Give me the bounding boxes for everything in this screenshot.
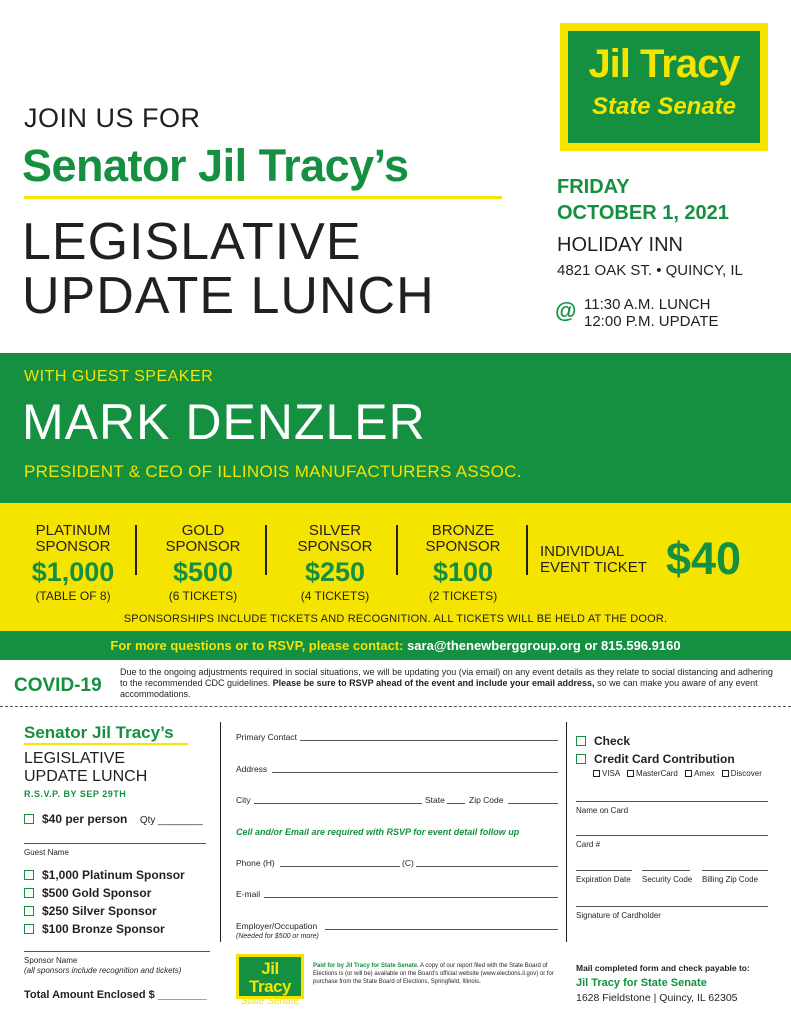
- per-person-option[interactable]: [24, 810, 203, 828]
- expiration-label: Expiration Date: [576, 875, 631, 884]
- employer-line[interactable]: [325, 929, 558, 930]
- rsvp-bar: [0, 631, 791, 660]
- tier-price: $250: [304, 557, 366, 587]
- tier-price: $100: [432, 557, 494, 587]
- event-title: [22, 215, 435, 323]
- covid-text-b: Please be sure to RSVP ahead of the event and include your email address,: [272, 678, 595, 688]
- title-divider: [24, 196, 502, 199]
- contact-required-note: Cell and/or Email are required with RSVP for event detail follow up: [236, 827, 520, 837]
- paid-for-disclaimer: [313, 962, 558, 986]
- sponsor-option-gold[interactable]: [24, 884, 151, 902]
- option-label: $500 Gold Sponsor: [42, 886, 152, 900]
- footer-logo-name: Jil Tracy: [249, 959, 291, 996]
- paid-for-label: Paid for by Jil Tracy for State Senate.: [313, 963, 419, 969]
- guest-speaker-label: WITH GUEST SPEAKER: [24, 368, 214, 385]
- guest-name-label: Guest Name: [24, 848, 69, 857]
- option-label: $250 Silver Sponsor: [42, 904, 157, 918]
- form-divider: [24, 743, 188, 745]
- sponsor-name-line[interactable]: [24, 951, 210, 952]
- checkbox[interactable]: [576, 754, 586, 764]
- disclaimer-text: A copy of our report filed with the State Board of Elections is (or will be) available on the Board’s official website (www.elections.il.gov) or for purchase from the State Board of Elections, Springfield, Illinois.: [313, 963, 554, 985]
- check-label: Check: [594, 734, 631, 748]
- event-title-line2: UPDATE LUNCH: [22, 267, 435, 325]
- checkbox[interactable]: [24, 906, 34, 916]
- join-us-heading: JOIN US FOR: [24, 103, 201, 133]
- cut-line: [0, 706, 791, 707]
- security-code-line[interactable]: [642, 870, 690, 871]
- checkbox-discover[interactable]: [722, 770, 729, 777]
- email-label: E-mail: [236, 889, 261, 899]
- form-event-line2: UPDATE LUNCH: [24, 768, 148, 785]
- per-person-label: $40 per person: [42, 812, 128, 826]
- at-symbol: @: [555, 298, 577, 323]
- phone-home-label: Phone (H): [236, 858, 275, 868]
- expiration-line[interactable]: [576, 870, 632, 871]
- tier-note: (4 TICKETS): [300, 589, 370, 603]
- individual-line1: INDIVIDUAL: [540, 543, 625, 560]
- checkbox[interactable]: [576, 736, 586, 746]
- tier-name: BRONZE: [431, 522, 495, 539]
- credit-label: Credit Card Contribution: [594, 752, 735, 766]
- tier-name: SPONSOR: [165, 538, 241, 555]
- address-line[interactable]: [272, 772, 558, 773]
- venue-name: HOLIDAY INN: [557, 234, 683, 256]
- tier-bronze: [398, 523, 528, 603]
- tier-name: SPONSOR: [35, 538, 111, 555]
- signature-line[interactable]: [576, 906, 768, 907]
- rsvp-contact[interactable]: sara@thenewberggroup.org or 815.596.9160: [407, 638, 681, 653]
- form-event-title: [24, 750, 147, 786]
- footer-logo: [236, 954, 304, 1007]
- individual-line2: EVENT TICKET: [540, 559, 647, 576]
- total-amount[interactable]: Total Amount Enclosed $ ________: [24, 989, 207, 1001]
- tier-note: (2 TICKETS): [428, 589, 498, 603]
- tier-divider: [526, 525, 528, 575]
- individual-ticket-label: [540, 544, 647, 576]
- zip-line[interactable]: [508, 803, 558, 804]
- billing-zip-line[interactable]: [702, 870, 768, 871]
- logo-sub: State Senate: [591, 93, 737, 120]
- option-label: $100 Bronze Sponsor: [42, 922, 165, 936]
- senator-heading: Senator Jil Tracy’s: [22, 140, 409, 191]
- signature-label: Signature of Cardholder: [576, 911, 661, 920]
- address-label: Address: [236, 764, 268, 774]
- mail-instructions: Mail completed form and check payable to:: [576, 963, 750, 973]
- sponsor-option-platinum[interactable]: [24, 866, 185, 884]
- checkbox[interactable]: [24, 888, 34, 898]
- qty-field[interactable]: Qty ________: [139, 815, 203, 826]
- sponsor-note: (all sponsors include recognition and tickets): [24, 966, 182, 975]
- sponsor-name-label: Sponsor Name: [24, 956, 78, 965]
- card-type-label: MasterCard: [636, 769, 678, 778]
- credit-card-option[interactable]: [576, 752, 735, 766]
- covid-notice: [120, 667, 780, 700]
- lunch-time: 11:30 A.M. LUNCH: [584, 296, 711, 313]
- email-line[interactable]: [264, 897, 558, 898]
- employer-label: Employer/Occupation: [236, 921, 318, 931]
- tier-price: $1,000: [31, 557, 115, 587]
- tier-name: SPONSOR: [297, 538, 373, 555]
- checkbox-amex[interactable]: [685, 770, 692, 777]
- check-option[interactable]: [576, 734, 630, 748]
- event-date: [557, 174, 729, 226]
- speaker-name: MARK DENZLER: [22, 394, 426, 450]
- payee-address: 1628 Fieldstone | Quincy, IL 62305: [576, 992, 738, 1004]
- tier-platinum: [8, 523, 138, 603]
- primary-contact-field[interactable]: [236, 732, 297, 742]
- employer-note: (Needed for $500 or more): [236, 933, 319, 940]
- payee-name: Jil Tracy for State Senate: [576, 977, 707, 989]
- event-day: FRIDAY: [557, 176, 630, 198]
- covid-text-c: so we can make you aware of any event accommodations.: [120, 678, 758, 699]
- checkbox[interactable]: [24, 924, 34, 934]
- individual-price: $40: [666, 533, 742, 584]
- checkbox[interactable]: [24, 870, 34, 880]
- security-code-label: Security Code: [642, 875, 693, 884]
- tier-divider: [265, 525, 267, 575]
- update-time: 12:00 P.M. UPDATE: [584, 313, 719, 330]
- tier-note: (6 TICKETS): [168, 589, 238, 603]
- zip-label: Zip Code: [469, 795, 504, 805]
- form-event-line1: LEGISLATIVE: [24, 750, 126, 767]
- guest-name-line[interactable]: [24, 843, 206, 844]
- logo-name: Jil Tracy: [588, 42, 740, 86]
- state-line[interactable]: [447, 803, 465, 804]
- name-on-card-label: Name on Card: [576, 806, 629, 815]
- sponsor-option-silver[interactable]: [24, 902, 157, 920]
- column-divider: [566, 722, 567, 942]
- checkbox-mastercard[interactable]: [627, 770, 634, 777]
- sponsorship-note: SPONSORSHIPS INCLUDE TICKETS AND RECOGNITION. ALL TICKETS WILL BE HELD AT THE DOOR.: [123, 613, 668, 625]
- tier-divider: [135, 525, 137, 575]
- city-line[interactable]: [254, 803, 422, 804]
- tier-name: SPONSOR: [425, 538, 501, 555]
- tier-price: $500: [172, 557, 234, 587]
- event-date-text: OCTOBER 1, 2021: [557, 202, 729, 224]
- card-number-label: Card #: [576, 840, 601, 849]
- card-type-label: VISA: [602, 769, 620, 778]
- primary-contact-line[interactable]: [300, 740, 558, 741]
- covid-label: COVID-19: [14, 675, 102, 696]
- speaker-role: PRESIDENT & CEO OF ILLINOIS MANUFACTURERS ASSOC.: [24, 462, 522, 481]
- campaign-logo: [560, 23, 768, 151]
- tier-gold: [138, 523, 268, 603]
- tier-note: (TABLE OF 8): [35, 589, 111, 603]
- tier-name: PLATINUM: [35, 522, 111, 539]
- option-label: $1,000 Platinum Sponsor: [42, 868, 185, 882]
- sponsor-option-bronze[interactable]: [24, 920, 165, 938]
- rsvp-deadline: R.S.V.P. BY SEP 29TH: [24, 789, 127, 799]
- card-type-label: Discover: [730, 769, 762, 778]
- form-senator-heading: Senator Jil Tracy’s: [24, 723, 174, 742]
- tier-silver: [270, 523, 400, 603]
- event-times: [584, 296, 719, 330]
- city-label: City: [236, 795, 251, 805]
- checkbox[interactable]: [24, 814, 34, 824]
- phone-cell-label: (C): [402, 858, 414, 868]
- tier-name: SILVER: [308, 522, 362, 539]
- card-number-line[interactable]: [576, 835, 768, 836]
- phone-cell-line[interactable]: [416, 866, 558, 867]
- checkbox-visa[interactable]: [593, 770, 600, 777]
- state-label: State: [425, 795, 445, 805]
- primary-contact-label: Primary Contact: [236, 732, 297, 742]
- billing-zip-label: Billing Zip Code: [702, 875, 759, 884]
- name-on-card-line[interactable]: [576, 801, 768, 802]
- footer-logo-sub: State Senate: [241, 996, 299, 1007]
- phone-home-line[interactable]: [280, 866, 400, 867]
- covid-text-a: Due to the ongoing adjustments required in social situations, we will be updating you (via email) on any event details as they relate to social distancing and adhering to the recommended CDC guidelines.: [120, 667, 773, 688]
- event-title-line1: LEGISLATIVE: [22, 213, 362, 271]
- card-type-label: Amex: [694, 769, 715, 778]
- venue-address: 4821 OAK ST. • QUINCY, IL: [557, 262, 743, 279]
- rsvp-prefix: For more questions or to RSVP, please contact:: [110, 638, 404, 653]
- card-type-options: [588, 769, 762, 778]
- column-divider: [220, 722, 221, 942]
- tier-name: GOLD: [181, 522, 225, 539]
